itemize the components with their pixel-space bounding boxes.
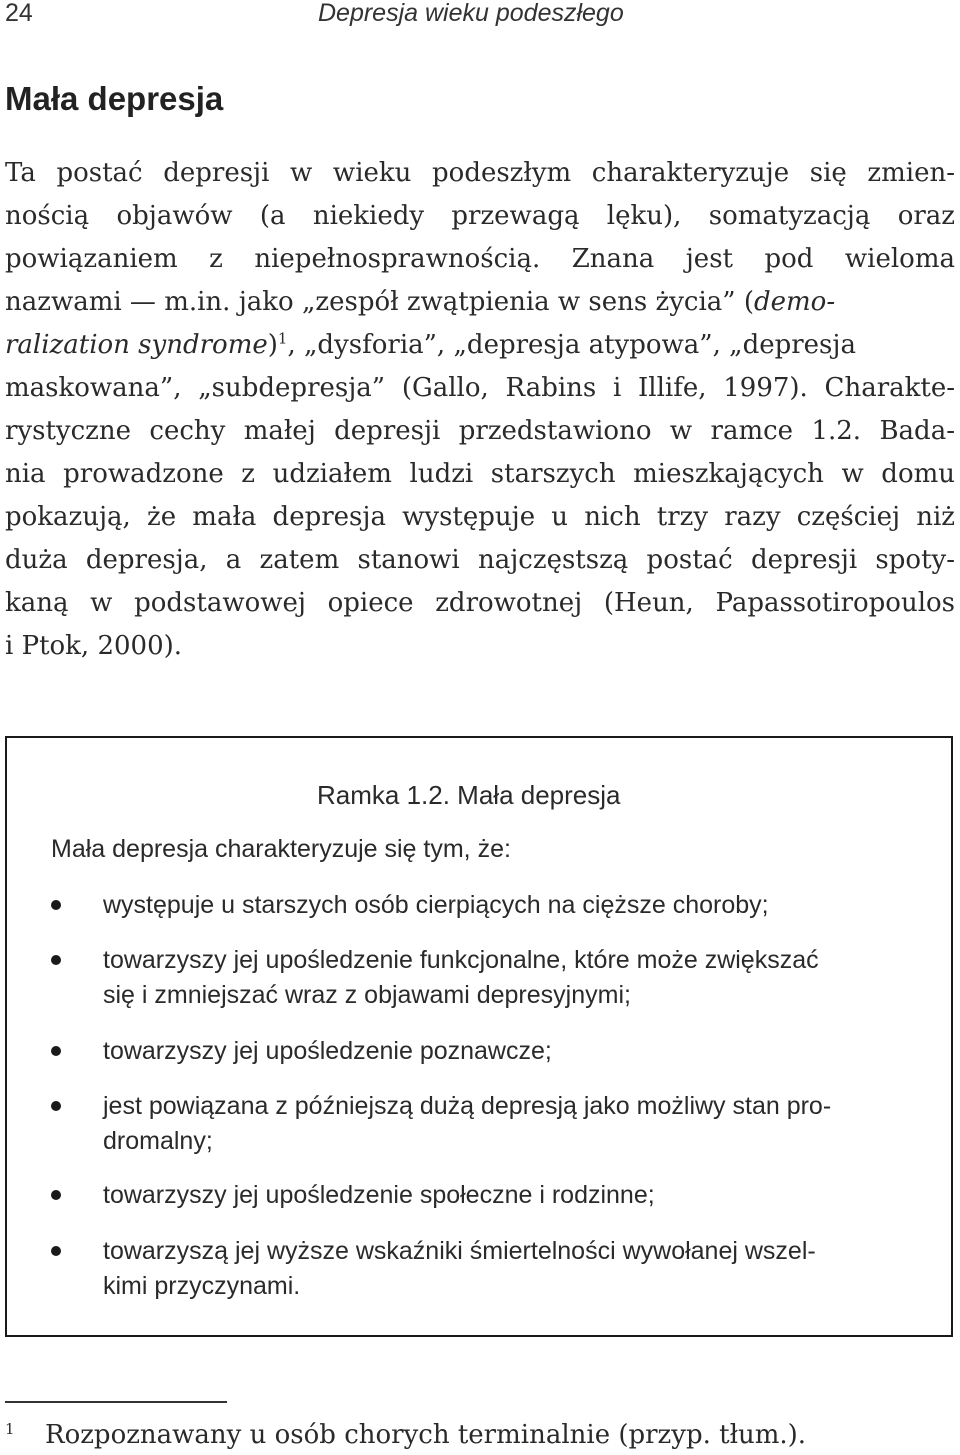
list-item-line: towarzyszy jej upośledzenie społeczne i rodzinne;: [103, 1181, 655, 1209]
section-title: Mała depresja: [5, 80, 224, 117]
paragraph-line: maskowana”, „subdepresja” (Gallo, Rabins i Illife, 1997). Charakte-: [5, 373, 955, 403]
list-item-text: [103, 943, 911, 1013]
list-item-text: [103, 888, 911, 923]
paragraph-line: powiązaniem z niepełnosprawnością. Znana jest pod wieloma: [5, 244, 955, 274]
box-lead: Mała depresja charakteryzuje się tym, że:: [51, 835, 511, 863]
list-item-line: kimi przyczynami.: [103, 1272, 301, 1300]
list-item-line: towarzyszą jej wyższe wskaźniki śmiertelności wywołanej wszel-: [103, 1237, 816, 1265]
running-title: Depresja wieku podeszłego: [318, 0, 624, 27]
paragraph-line: duża depresja, a zatem stanowi najczęstszą postać depresji spoty-: [5, 545, 955, 575]
list-item-line: występuje u starszych osób cierpiących na cięższe choroby;: [103, 891, 769, 919]
list-item-line: towarzyszy jej upośledzenie poznawcze;: [103, 1037, 552, 1065]
page-number: 24: [5, 0, 33, 27]
body-paragraph: [5, 152, 955, 668]
paragraph-line: i Ptok, 2000).: [5, 631, 183, 661]
box-title: Ramka 1.2. Mała depresja: [317, 780, 621, 810]
footnote-divider: [5, 1401, 227, 1403]
paragraph-line-text: ): [267, 330, 278, 360]
box-frame: [5, 736, 953, 1337]
bullet-icon: [51, 1190, 61, 1200]
bullet-icon: [51, 900, 61, 910]
bullet-icon: [51, 955, 61, 965]
footnote-ref: 1: [277, 329, 288, 348]
paragraph-line: nością objawów (a niekiedy przewagą lęku), somatyzacją oraz: [5, 201, 955, 231]
list-item-text: [103, 1089, 911, 1159]
paragraph-line: pokazują, że mała depresja występuje u nich trzy razy częściej niż: [5, 502, 955, 532]
footnote-number: 1: [5, 1420, 15, 1438]
paragraph-line-text: , „dysforia”, „depresja atypowa”, „depresja: [287, 330, 856, 360]
list-item-line: towarzyszy jej upośledzenie funkcjonalne, które może zwiększać: [103, 946, 819, 974]
list-item-line: dromalny;: [103, 1127, 213, 1155]
list-item-line: jest powiązana z późniejszą dużą depresją jako możliwy stan pro-: [103, 1092, 832, 1120]
paragraph-line: [5, 281, 955, 324]
paragraph-line: rystyczne cechy małej depresji przedstawiono w ramce 1.2. Bada-: [5, 416, 955, 446]
list-item-text: [103, 1034, 911, 1069]
bullet-icon: [51, 1246, 61, 1256]
list-item-text: [103, 1234, 911, 1304]
paragraph-line: Ta postać depresji w wieku podeszłym charakteryzuje się zmien-: [5, 158, 955, 188]
italic-term: ralization syndrome: [5, 330, 268, 360]
italic-term: demo-: [753, 287, 836, 317]
paragraph-line-text: nazwami — m.in. jako „zespół zwątpienia w sens życia” (: [5, 287, 754, 317]
list-item-text: [103, 1178, 911, 1213]
bullet-icon: [51, 1101, 61, 1111]
paragraph-line: [5, 324, 955, 367]
footnote-text: Rozpoznawany u osób chorych terminalnie (przyp. tłum.).: [45, 1420, 807, 1450]
paragraph-line: nia prowadzone z udziałem ludzi starszych mieszkających w domu: [5, 459, 955, 489]
list-item-line: się i zmniejszać wraz z objawami depresyjnymi;: [103, 981, 631, 1009]
bullet-icon: [51, 1046, 61, 1056]
paragraph-line: kaną w podstawowej opiece zdrowotnej (Heun, Papassotiropoulos: [5, 588, 955, 618]
